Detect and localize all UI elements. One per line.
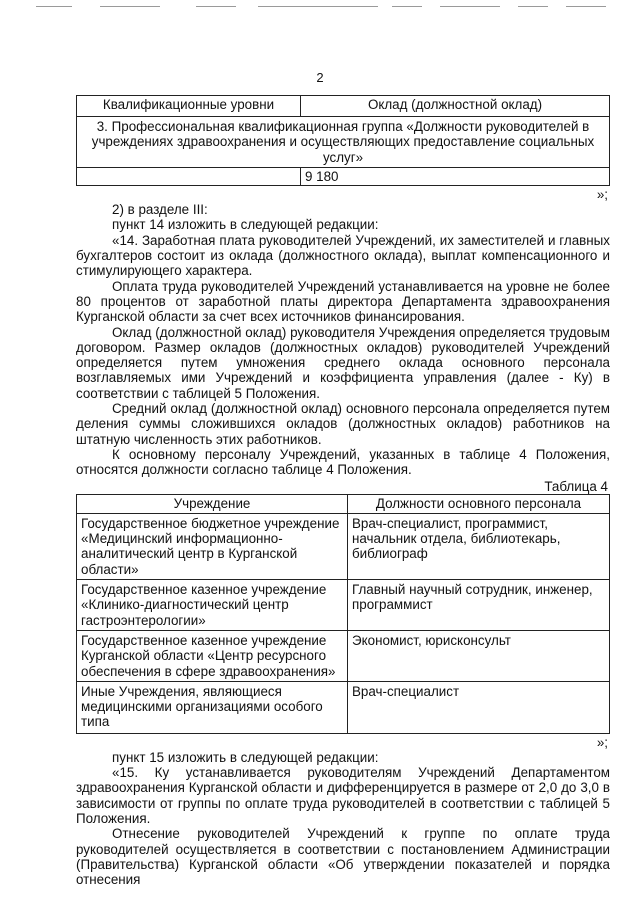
table4-caption: Таблица 4 bbox=[544, 478, 608, 494]
table4 bbox=[76, 494, 610, 734]
header-institution: Учреждение bbox=[77, 494, 348, 513]
row-level bbox=[77, 167, 301, 185]
table-row bbox=[77, 580, 610, 631]
row-salary: 9 180 bbox=[301, 167, 610, 185]
page-number: 2 bbox=[316, 70, 324, 85]
institution-cell: Государственное казенное учреждение «Клинико-диагностический центр гастроэнтерологии» bbox=[77, 580, 348, 631]
institution-cell: Государственное бюджетное учреждение «Медицинский информационно-аналитический центр в Курганской области» bbox=[77, 513, 348, 579]
document-body bbox=[76, 95, 610, 887]
header-salary: Оклад (должностной оклад) bbox=[301, 96, 610, 117]
paragraph-item14: «14. Заработная плата руководителей Учреждений, их заместителей и главных бухгалтеров состоит из оклада (должностного оклада), выплат компенсационного и стимулирующего характера. bbox=[76, 232, 610, 279]
paragraph-main-staff: К основному персоналу Учреждений, указанных в таблице 4 Положения, относятся должности согласно таблице 4 Положения. bbox=[76, 446, 610, 478]
table-row bbox=[77, 681, 610, 733]
header-levels: Квалификационные уровни bbox=[77, 96, 301, 117]
table-row bbox=[77, 630, 610, 681]
positions-cell: Врач-специалист, программист, начальник отдела, библиотекарь, библиограф bbox=[348, 513, 610, 579]
institution-cell: Иные Учреждения, являющиеся медицинскими организациями особого типа bbox=[77, 681, 348, 733]
positions-cell: Врач-специалист bbox=[348, 681, 610, 733]
group-title: 3. Профессиональная квалификационная группа «Должности руководителей в учреждениях здравоохранения и осуществляющих предоставление социальных услуг» bbox=[77, 117, 610, 168]
header-positions: Должности основного персонала bbox=[348, 494, 610, 513]
paragraph-item15: «15. Ку устанавливается руководителям Учреждений Департаментом здравоохранения Курганской области и дифференцируется в размере от 2,0 до 3,0 в зависимости от группы по оплате труда руководителей в соответствии с таблицей 5 Положения. bbox=[76, 765, 610, 826]
qualification-table bbox=[76, 95, 610, 186]
paragraph-item15-intro: пункт 15 изложить в следующей редакции: bbox=[112, 749, 379, 765]
paragraph-section: 2) в разделе III: bbox=[112, 202, 208, 218]
paragraph-group-assignment: Отнесение руководителей Учреждений к группе по оплате труда руководителей осуществляется в соответствии с постановлением Администрации (Правительства) Курганской области «Об утверждении показателей и порядка отнесения bbox=[76, 826, 610, 888]
institution-cell: Государственное казенное учреждение Курганской области «Центр ресурсного обеспечения в сфере здравоохранения» bbox=[77, 630, 348, 681]
paragraph-average-salary: Средний оклад (должностной оклад) основного персонала определяется путем деления суммы сложившихся окладов (должностных окладов) работников на штатную численность этих работников. bbox=[76, 401, 610, 447]
table-header-row bbox=[77, 96, 610, 117]
paragraph-salary-def: Оклад (должностной оклад) руководителя Учреждения определяется трудовым договором. Размер окладов (должностных окладов) руководителей Учреждений определяется путем умножения среднего оклада основного персонала возглавляемых ими Учреждений и коэффициента управления (далее - Ку) в соответствии с таблицей 5 Положения. bbox=[76, 324, 610, 401]
quote-close: »; bbox=[596, 187, 608, 203]
positions-cell: Главный научный сотрудник, инженер, программист bbox=[348, 580, 610, 631]
paragraph-item14-intro: пункт 14 изложить в следующей редакции: bbox=[112, 217, 379, 233]
table-header-row bbox=[77, 494, 610, 513]
scan-artifact-lines bbox=[0, 6, 640, 9]
quote-close: »; bbox=[596, 734, 608, 750]
group-row bbox=[77, 117, 610, 168]
table-row bbox=[77, 167, 610, 185]
table-row bbox=[77, 513, 610, 579]
positions-cell: Экономист, юрисконсульт bbox=[348, 630, 610, 681]
paragraph-pay-limit: Оплата труда руководителей Учреждений устанавливается на уровне не более 80 процентов от заработной платы директора Департамента здравоохранения Курганской области за счет всех источников финансирования. bbox=[76, 278, 610, 325]
